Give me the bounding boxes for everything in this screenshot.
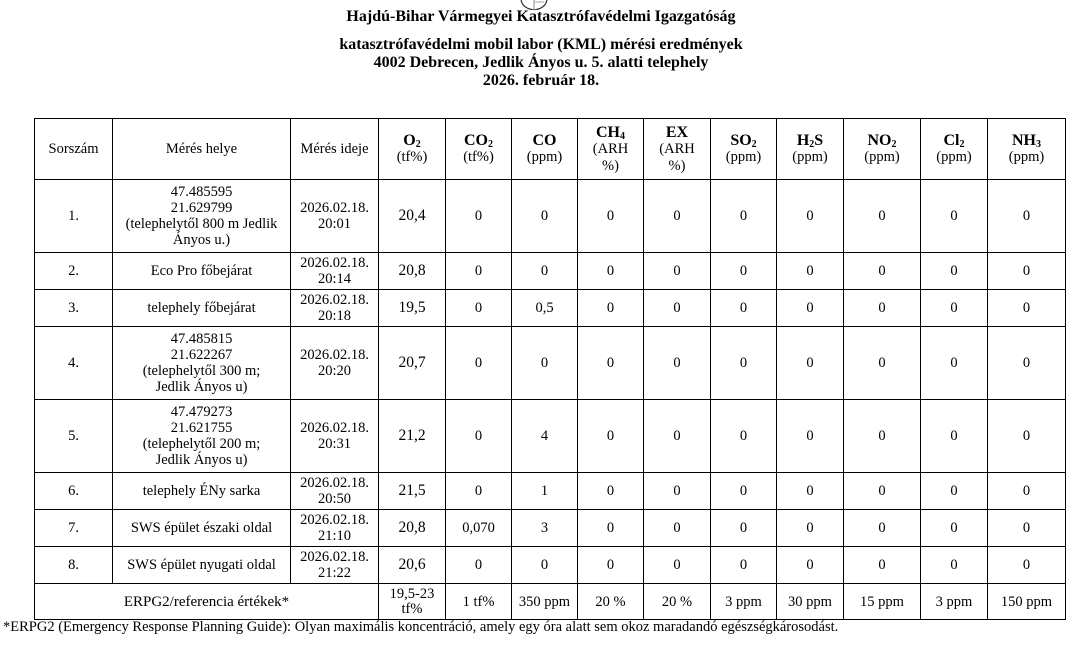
value-ch4: 0 [578, 253, 644, 290]
place-line: (telephelytől 300 m; [142, 363, 261, 379]
place-line: (telephelytől 200 m; [142, 436, 261, 452]
reference-ch4: 20 % [578, 584, 644, 620]
value-cl2: 0 [921, 290, 988, 327]
value-cl2: 0 [921, 510, 988, 547]
table-row [35, 547, 1066, 584]
value-co: 0 [512, 180, 578, 253]
value-ex: 0 [644, 327, 711, 400]
time-line: 2026.02.18. [300, 512, 369, 528]
value-cl2: 0 [921, 473, 988, 510]
time-line: 20:50 [317, 491, 352, 507]
place-line: telephely ÉNy sarka [142, 483, 261, 499]
reference-label: ERPG2/referencia értékek* [35, 584, 379, 620]
value-no2: 0 [844, 253, 921, 290]
table-row [35, 327, 1066, 400]
col-header-place: Mérés helye [113, 119, 291, 180]
row-index: 8. [35, 547, 113, 584]
value-nh3: 0 [988, 547, 1066, 584]
value-nh3: 0 [988, 327, 1066, 400]
value-no2: 0 [844, 547, 921, 584]
measurement-time [291, 547, 379, 584]
time-line: 2026.02.18. [300, 200, 369, 216]
value-no2: 0 [844, 473, 921, 510]
value-co: 4 [512, 400, 578, 473]
reference-cl2: 3 ppm [921, 584, 988, 620]
row-index: 1. [35, 180, 113, 253]
row-index: 4. [35, 327, 113, 400]
value-so2: 0 [711, 290, 777, 327]
measurement-place [113, 473, 291, 510]
measurement-time [291, 510, 379, 547]
measurement-time [291, 473, 379, 510]
table-row [35, 400, 1066, 473]
measurement-time [291, 327, 379, 400]
value-o2: 20,8 [379, 510, 446, 547]
col-header-co: CO (ppm) [512, 119, 578, 180]
time-line: 21:22 [317, 565, 352, 581]
value-ch4: 0 [578, 180, 644, 253]
value-ex: 0 [644, 510, 711, 547]
time-line: 2026.02.18. [300, 549, 369, 565]
row-index: 3. [35, 290, 113, 327]
value-so2: 0 [711, 547, 777, 584]
value-co2: 0,070 [446, 510, 512, 547]
value-so2: 0 [711, 253, 777, 290]
value-ex: 0 [644, 180, 711, 253]
table-row [35, 253, 1066, 290]
col-header-ex: EX (ARH %) [644, 119, 711, 180]
document-header [0, 8, 1082, 90]
time-line: 20:14 [317, 271, 352, 287]
measurement-place [113, 253, 291, 290]
col-header-nh3: $NH_3$ (ppm) [988, 119, 1066, 180]
value-co: 0,5 [512, 290, 578, 327]
place-line: (telephelytől 800 m Jedlik [125, 216, 278, 232]
reference-co2: 1 tf% [446, 584, 512, 620]
value-co2: 0 [446, 547, 512, 584]
reference-co: 350 ppm [512, 584, 578, 620]
value-so2: 0 [711, 510, 777, 547]
col-header-time: Mérés ideje [291, 119, 379, 180]
reference-o2: 19,5-23 tf% [379, 584, 446, 620]
value-h2s: 0 [777, 327, 844, 400]
value-h2s: 0 [777, 290, 844, 327]
col-header-cl2: $Cl_2$ (ppm) [921, 119, 988, 180]
value-nh3: 0 [988, 473, 1066, 510]
value-nh3: 0 [988, 290, 1066, 327]
time-line: 2026.02.18. [300, 420, 369, 436]
value-so2: 0 [711, 180, 777, 253]
value-h2s: 0 [777, 253, 844, 290]
col-header-co2: $CO_2$ (tf%) [446, 119, 512, 180]
value-cl2: 0 [921, 327, 988, 400]
time-line: 2026.02.18. [300, 255, 369, 271]
measurement-place [113, 327, 291, 400]
measurement-time [291, 180, 379, 253]
col-header-no2: $NO_2$ (ppm) [844, 119, 921, 180]
value-so2: 0 [711, 400, 777, 473]
value-no2: 0 [844, 400, 921, 473]
measurement-place [113, 510, 291, 547]
value-o2: 20,6 [379, 547, 446, 584]
place-line: Jedlik Ányos u) [155, 452, 248, 468]
value-cl2: 0 [921, 547, 988, 584]
value-nh3: 0 [988, 400, 1066, 473]
col-header-so2: $SO_2$ (ppm) [711, 119, 777, 180]
value-co2: 0 [446, 180, 512, 253]
place-line: 47.479273 [170, 404, 233, 420]
col-header-index: Sorszám [35, 119, 113, 180]
table-row [35, 290, 1066, 327]
measurement-time [291, 290, 379, 327]
value-co: 0 [512, 547, 578, 584]
place-line: SWS épület északi oldal [130, 520, 273, 536]
measurement-time [291, 400, 379, 473]
value-nh3: 0 [988, 253, 1066, 290]
report-subtitle: katasztrófavédelmi mobil labor (KML) mérési eredmények [339, 36, 743, 53]
measurement-results-table [34, 118, 1066, 620]
value-o2: 21,2 [379, 400, 446, 473]
time-line: 2026.02.18. [300, 475, 369, 491]
place-line: 21.621755 [170, 420, 233, 436]
place-line: Jedlik Ányos u) [155, 379, 248, 395]
time-line: 20:18 [317, 308, 352, 324]
time-line: 20:31 [317, 436, 352, 452]
value-ch4: 0 [578, 510, 644, 547]
value-no2: 0 [844, 510, 921, 547]
reference-row [35, 584, 1066, 620]
place-line: 21.622267 [170, 347, 233, 363]
value-cl2: 0 [921, 180, 988, 253]
time-line: 20:01 [317, 216, 352, 232]
value-ch4: 0 [578, 327, 644, 400]
value-ex: 0 [644, 473, 711, 510]
measurement-place [113, 290, 291, 327]
value-h2s: 0 [777, 510, 844, 547]
table-row [35, 180, 1066, 253]
value-nh3: 0 [988, 180, 1066, 253]
measurement-place [113, 400, 291, 473]
place-line: SWS épület nyugati oldal [127, 557, 276, 573]
place-line: telephely főbejárat [147, 300, 256, 316]
value-co2: 0 [446, 253, 512, 290]
value-ex: 0 [644, 547, 711, 584]
value-h2s: 0 [777, 180, 844, 253]
value-no2: 0 [844, 290, 921, 327]
value-ex: 0 [644, 400, 711, 473]
value-o2: 19,5 [379, 290, 446, 327]
row-index: 5. [35, 400, 113, 473]
table-body [35, 180, 1066, 584]
value-so2: 0 [711, 473, 777, 510]
value-o2: 20,7 [379, 327, 446, 400]
col-header-o2: $O_2$ (tf%) [379, 119, 446, 180]
value-co2: 0 [446, 290, 512, 327]
time-line: 2026.02.18. [300, 347, 369, 363]
value-cl2: 0 [921, 400, 988, 473]
value-ch4: 0 [578, 290, 644, 327]
value-cl2: 0 [921, 253, 988, 290]
col-header-ch4: $CH_4$ (ARH %) [578, 119, 644, 180]
place-line: 47.485815 [170, 331, 233, 347]
reference-ex: 20 % [644, 584, 711, 620]
value-ex: 0 [644, 290, 711, 327]
organization-title: Hajdú-Bihar Vármegyei Katasztrófavédelmi Igazgatóság [346, 8, 736, 25]
value-co2: 0 [446, 327, 512, 400]
place-line: Eco Pro főbejárat [150, 263, 253, 279]
reference-so2: 3 ppm [711, 584, 777, 620]
time-line: 20:20 [317, 363, 352, 379]
value-no2: 0 [844, 180, 921, 253]
value-ex: 0 [644, 253, 711, 290]
measurement-time [291, 253, 379, 290]
site-address: 4002 Debrecen, Jedlik Ányos u. 5. alatti telephely [373, 54, 709, 71]
value-h2s: 0 [777, 547, 844, 584]
time-line: 21:10 [317, 528, 352, 544]
row-index: 7. [35, 510, 113, 547]
value-h2s: 0 [777, 473, 844, 510]
value-no2: 0 [844, 327, 921, 400]
footnote: *ERPG2 (Emergency Response Planning Guide): Olyan maximális koncentráció, amely egy óra alatt sem okoz maradandó egészségkárosodást. [3, 619, 839, 635]
table-row [35, 473, 1066, 510]
value-h2s: 0 [777, 400, 844, 473]
place-line: Ányos u.) [172, 232, 231, 248]
value-co: 0 [512, 253, 578, 290]
value-nh3: 0 [988, 510, 1066, 547]
value-so2: 0 [711, 327, 777, 400]
value-ch4: 0 [578, 473, 644, 510]
value-co: 1 [512, 473, 578, 510]
table-row [35, 510, 1066, 547]
reference-nh3: 150 ppm [988, 584, 1066, 620]
reference-h2s: 30 ppm [777, 584, 844, 620]
value-o2: 21,5 [379, 473, 446, 510]
place-line: 47.485595 [170, 184, 233, 200]
value-co: 0 [512, 327, 578, 400]
value-co: 3 [512, 510, 578, 547]
header-row [35, 119, 1066, 180]
reference-no2: 15 ppm [844, 584, 921, 620]
measurement-place [113, 547, 291, 584]
row-index: 2. [35, 253, 113, 290]
place-line: 21.629799 [170, 200, 233, 216]
row-index: 6. [35, 473, 113, 510]
measurement-place [113, 180, 291, 253]
col-header-h2s: $H_2S$ (ppm) [777, 119, 844, 180]
value-co2: 0 [446, 473, 512, 510]
report-date: 2026. február 18. [482, 72, 600, 89]
value-ch4: 0 [578, 547, 644, 584]
value-ch4: 0 [578, 400, 644, 473]
value-co2: 0 [446, 400, 512, 473]
time-line: 2026.02.18. [300, 292, 369, 308]
value-o2: 20,8 [379, 253, 446, 290]
value-o2: 20,4 [379, 180, 446, 253]
